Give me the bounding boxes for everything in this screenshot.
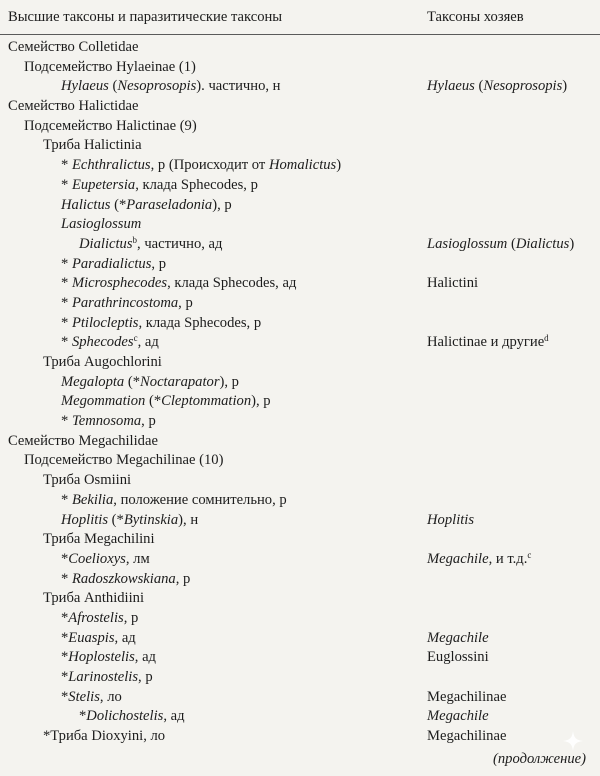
footnote-marker: c <box>133 333 138 344</box>
text-segment: * <box>61 688 69 705</box>
text-segment: * <box>61 550 69 567</box>
text-segment: Триба Anthidiini <box>43 590 145 607</box>
taxon-name: Temnosoma <box>71 413 142 430</box>
text-segment: Триба Megachilini <box>43 531 155 548</box>
taxon-name: Bekilia <box>71 491 114 508</box>
text-segment: , лм <box>125 550 150 567</box>
header-column-taxa: Высшие таксоны и паразитические таксоны <box>8 9 283 25</box>
table-row <box>0 333 600 353</box>
text-segment: * <box>61 275 72 292</box>
table-row <box>0 609 600 629</box>
taxon-name: Stelis <box>68 688 100 705</box>
text-segment: * <box>61 413 72 430</box>
taxon-name: Hoplitis <box>427 511 475 528</box>
text-segment: , клада Sphecodes, р <box>138 314 262 331</box>
taxon-cell <box>61 392 271 412</box>
table-row <box>0 570 600 590</box>
taxon-name: Megachile <box>427 550 489 567</box>
taxon-name: Homalictus <box>268 157 337 174</box>
host-cell <box>427 629 489 649</box>
text-segment: , р <box>123 609 139 626</box>
host-cell <box>427 235 574 255</box>
table-row <box>0 707 600 727</box>
taxon-name: Megommation <box>61 393 146 410</box>
table-row <box>0 136 600 156</box>
taxon-cell <box>79 707 185 727</box>
text-segment: , р <box>178 294 193 311</box>
host-cell <box>427 550 531 570</box>
table-row <box>0 530 600 550</box>
host-cell <box>427 707 489 727</box>
host-cell <box>427 333 549 353</box>
taxon-name: Megachile <box>427 708 489 725</box>
taxon-cell <box>43 471 131 491</box>
text-segment: ) <box>336 157 342 174</box>
host-cell <box>427 688 506 708</box>
text-segment: (* <box>108 511 124 528</box>
table-row <box>0 412 600 432</box>
table-row <box>0 432 600 452</box>
taxon-name: Afrostelis <box>68 609 124 626</box>
taxon-cell <box>61 77 280 97</box>
text-segment: Megachilinae <box>427 688 507 705</box>
text-segment: * <box>61 629 69 646</box>
text-segment: , ад <box>163 708 185 725</box>
taxon-cell <box>43 136 142 156</box>
text-segment: ). частично, н <box>196 78 281 95</box>
table-row <box>0 196 600 216</box>
text-segment: , ло <box>99 688 122 705</box>
table-row <box>0 176 600 196</box>
text-segment: * <box>61 255 72 272</box>
taxon-name: Hylaeus <box>61 78 109 95</box>
text-segment: (* <box>110 196 127 213</box>
text-segment: ) <box>569 235 575 252</box>
text-segment: ( <box>108 78 118 95</box>
text-segment: * <box>61 669 69 685</box>
taxon-name: Dialictus <box>515 235 570 252</box>
taxon-name: Noctarapator <box>140 373 220 390</box>
footnote-marker: d <box>544 333 549 344</box>
text-segment: , р <box>141 413 156 430</box>
table-row <box>0 117 600 137</box>
taxon-cell <box>61 668 153 688</box>
taxon-name: Hylaeus <box>427 78 475 95</box>
taxon-name: Paradialictus <box>71 255 152 272</box>
table-row <box>0 727 600 747</box>
text-segment: * <box>61 294 72 311</box>
text-segment: , клада Sphecodes, р <box>135 176 258 193</box>
text-segment: (* <box>145 393 162 410</box>
taxon-name: Paraseladonia <box>126 196 213 213</box>
table-row <box>0 629 600 649</box>
text-segment: , р <box>175 570 191 587</box>
text-segment: * <box>61 334 72 351</box>
host-cell <box>427 727 506 747</box>
text-segment: ) <box>562 78 568 95</box>
taxon-name: Dolichostelis <box>86 708 164 725</box>
taxon-cell <box>61 609 138 629</box>
taxon-name: Lasioglossum <box>61 216 142 233</box>
taxon-cell <box>8 432 158 452</box>
text-segment: (* <box>124 373 141 390</box>
taxon-cell <box>61 629 136 649</box>
footnote-marker: c <box>527 549 532 560</box>
sparkle-icon <box>562 730 584 752</box>
taxon-name: Megachile <box>427 629 489 646</box>
taxon-name: Euaspis <box>68 629 115 646</box>
table-row <box>0 97 600 117</box>
text-segment: * <box>61 157 72 174</box>
taxon-name: Dialictus <box>79 235 133 252</box>
host-cell <box>427 274 478 294</box>
table-row <box>0 511 600 531</box>
text-segment: ), р <box>251 393 271 410</box>
text-segment: Halictini <box>427 275 479 292</box>
taxon-cell <box>8 97 138 117</box>
taxon-cell <box>61 176 258 196</box>
text-segment: , ад <box>137 334 159 351</box>
taxon-cell <box>61 156 341 176</box>
taxon-cell <box>61 373 239 393</box>
table-row <box>0 451 600 471</box>
text-segment: * <box>61 570 72 587</box>
table-row <box>0 255 600 275</box>
text-segment: , р (Происходит от <box>150 157 269 174</box>
taxon-cell <box>61 550 150 570</box>
taxon-name: Lasioglossum <box>427 235 508 252</box>
text-segment: * <box>61 609 69 626</box>
text-segment: Подсемейство Hylaeinae (1) <box>24 58 196 75</box>
taxon-name: Nesoprosopis <box>117 78 197 95</box>
taxon-cell <box>61 274 296 294</box>
text-segment: ), р <box>212 196 232 213</box>
taxon-cell <box>61 314 261 334</box>
taxon-name: Parathrincostoma <box>71 294 179 311</box>
host-cell <box>427 648 489 668</box>
taxon-cell <box>61 412 156 432</box>
text-segment: Подсемейство Megachilinae (10) <box>24 452 224 469</box>
taxon-cell <box>43 353 162 373</box>
text-segment: *Триба Dioxyini, ло <box>43 728 166 745</box>
taxon-name: Cleptommation <box>161 393 252 410</box>
taxon-name: Microsphecodes <box>71 275 168 292</box>
taxon-name: Megalopta <box>61 373 125 390</box>
taxon-cell <box>61 294 193 314</box>
table-row <box>0 215 600 235</box>
taxon-name: Sphecodes <box>71 334 134 351</box>
table-row <box>0 353 600 373</box>
table-row <box>0 156 600 176</box>
table-row <box>0 392 600 412</box>
taxon-name: Halictus <box>61 196 111 213</box>
taxon-name: Hoplostelis <box>68 649 135 666</box>
text-segment: Megachilinae <box>427 728 507 745</box>
table-row <box>0 589 600 609</box>
table-row <box>0 491 600 511</box>
table-row <box>0 668 600 688</box>
text-segment: , и т.д. <box>488 550 528 567</box>
taxon-cell <box>24 451 223 471</box>
taxon-name: Coelioxys <box>68 550 126 567</box>
taxon-name: Larinostelis <box>68 669 139 685</box>
table-row <box>0 38 600 58</box>
host-cell <box>427 77 567 97</box>
taxon-cell <box>61 255 166 275</box>
taxon-cell <box>61 511 198 531</box>
taxon-name: Ptilocleptis <box>71 314 139 331</box>
taxon-cell <box>24 58 196 78</box>
text-segment: , частично, ад <box>137 235 223 252</box>
table-row <box>0 314 600 334</box>
text-segment: * <box>61 176 72 193</box>
taxon-cell <box>43 530 155 550</box>
text-segment: * <box>79 708 87 725</box>
taxon-cell <box>61 688 122 708</box>
taxon-cell <box>61 333 159 353</box>
taxon-cell <box>61 491 287 511</box>
taxon-cell <box>8 38 138 58</box>
text-segment: * <box>61 649 69 666</box>
taxon-cell <box>61 648 156 668</box>
taxon-name: Hoplitis <box>61 511 109 528</box>
table-body <box>0 38 600 747</box>
taxon-cell <box>61 196 232 216</box>
text-segment: , положение сомнительно, р <box>113 491 287 508</box>
taxon-cell <box>43 727 165 747</box>
text-segment: * <box>61 491 72 508</box>
text-segment: , р <box>151 255 167 272</box>
text-segment: Семейство Halictidae <box>8 98 139 115</box>
text-segment: , р <box>138 669 153 685</box>
table-header <box>0 0 600 35</box>
footnote-marker: b <box>132 234 138 245</box>
taxon-name: Bytinskia <box>123 511 179 528</box>
text-segment: Halictinae и другие <box>427 334 545 351</box>
text-segment: , ад <box>114 629 136 646</box>
host-cell <box>427 511 474 531</box>
text-segment: Семейство Megachilidae <box>8 432 158 449</box>
taxon-name: Nesoprosopis <box>483 78 563 95</box>
table-row <box>0 373 600 393</box>
text-segment: Подсемейство Halictinae (9) <box>24 117 197 134</box>
text-segment: Семейство Colletidae <box>8 39 139 55</box>
table-row <box>0 77 600 97</box>
table-row <box>0 648 600 668</box>
text-segment: * <box>61 314 72 331</box>
text-segment: ), р <box>219 373 239 390</box>
text-segment: ( <box>507 235 516 252</box>
table-row <box>0 471 600 491</box>
table-row <box>0 550 600 570</box>
text-segment: Триба Halictinia <box>43 137 142 154</box>
text-segment: Триба Augochlorini <box>43 354 162 370</box>
text-segment: Euglossini <box>427 649 489 666</box>
table-row <box>0 294 600 314</box>
header-column-hosts: Таксоны хозяев <box>427 9 524 25</box>
taxon-name: Echthralictus <box>71 157 151 174</box>
continued-note: (продолжение) <box>493 751 586 767</box>
text-segment: , ад <box>134 649 156 666</box>
taxon-name: Radoszkowskiana <box>71 570 176 587</box>
text-segment: ( <box>474 78 484 95</box>
taxon-cell <box>43 589 144 609</box>
table-row <box>0 688 600 708</box>
table-row <box>0 235 600 255</box>
text-segment: , клада Sphecodes, ад <box>167 275 297 292</box>
text-segment: ), н <box>178 511 199 528</box>
table-row <box>0 58 600 78</box>
taxon-cell <box>61 215 141 235</box>
table-row <box>0 274 600 294</box>
text-segment: Триба Osmiini <box>43 472 132 489</box>
taxon-cell <box>61 570 190 590</box>
taxon-cell <box>79 235 222 255</box>
taxon-name: Eupetersia <box>71 176 136 193</box>
taxon-cell <box>24 117 197 137</box>
